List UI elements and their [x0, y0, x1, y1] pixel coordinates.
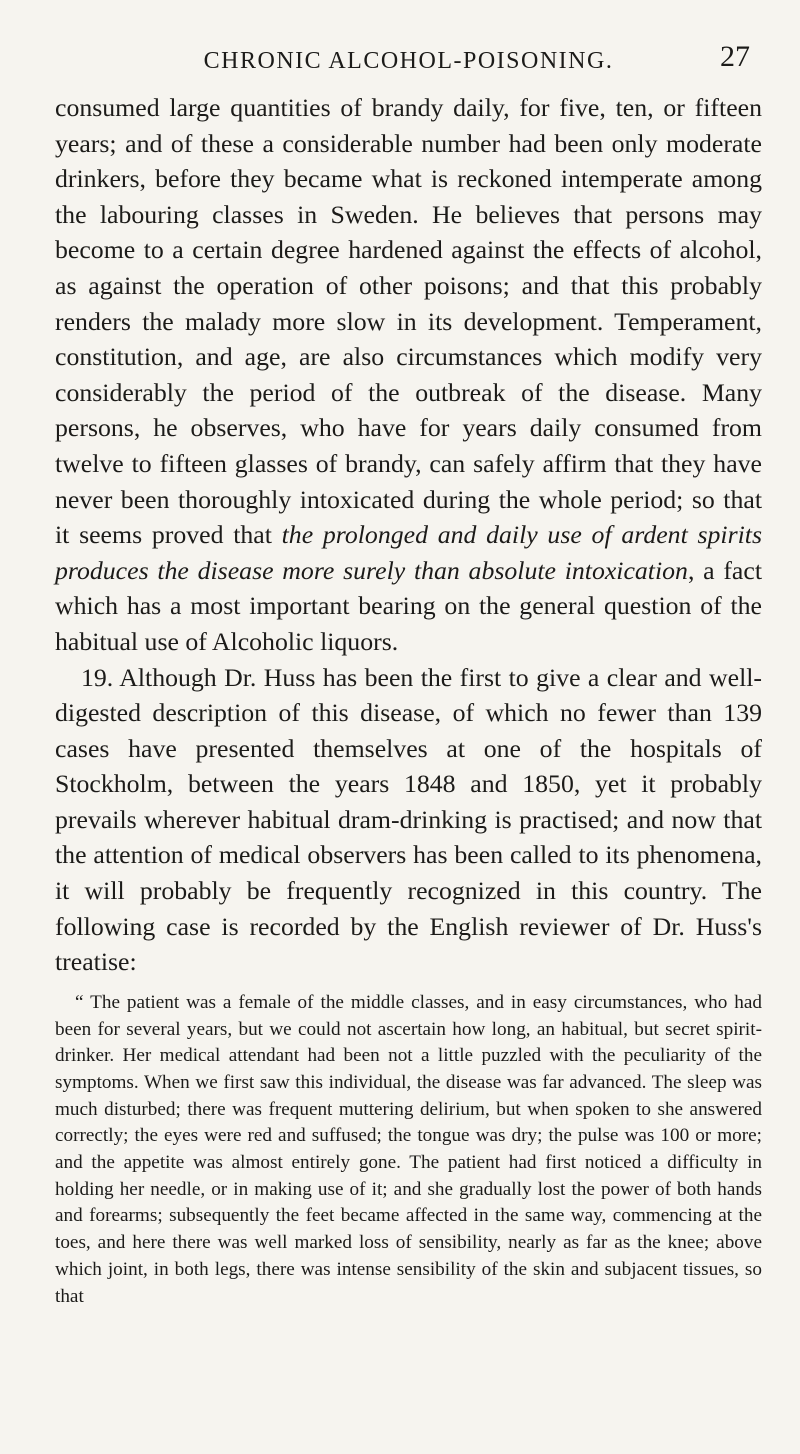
paragraph-text: consumed large quantities of brandy daily, for five, ten, or fifteen years; and of these a considerable number had been only moderate drinkers, before they became what is reckoned intemperate among the labouring classes in Sweden. He believes that persons may become to a certain degree hardened against the effects of alcohol, as against the operation of other poisons; and that this probably renders the malady more slow in its development. Temperament, constitution, and age, are also circumstances which modify very considerably the period of the outbreak of the disease. Many persons, he observes, who have for years daily consumed from twelve to fifteen glasses of brandy, can safely affirm that they have never been thoroughly intoxicated during the whole period; so that it seems proved that: [55, 93, 762, 550]
paragraph-text-end: , a fact which has a most important bearing on the general question of the habitual use of Alcoholic liquors.: [55, 555, 762, 656]
paragraph-continued: [55, 90, 762, 660]
paragraph-19: 19. Although Dr. Huss has been the first to give a clear and well-digested description of this disease, of which no fewer than 139 cases have presented themselves at one of the hospitals of Stockholm, between the years 1848 and 1850, yet it probably prevails wherever habitual dram-drinking is practised; and now that the attention of medical observers has been called to its phenomena, it will probably be frequently recognized in this country. The following case is recorded by the English reviewer of Dr. Huss's treatise:: [55, 662, 762, 977]
running-title: CHRONIC ALCOHOL-POISONING.: [203, 48, 614, 74]
block-quote: [55, 990, 762, 1310]
quote-text: “ The patient was a female of the middle classes, and in easy circumstances, who had been for several years, but we could not ascertain how long, an habitual, but secret spirit-drinker. Her medical attendant had been not a little puzzled with the peculiarity of the symptoms. When we first saw this individual, the disease was far advanced. The sleep was much disturbed; there was frequent muttering delirium, but when spoken to she answered correctly; the eyes were red and suffused; the tongue was dry; the pulse was 100 or more; and the appetite was almost entirely gone. The patient had first noticed a difficulty in holding her needle, or in making use of it; and she gradually lost the power of both hands and forearms; subsequently the feet became affected in the same way, commencing at the toes, and here there was well marked loss of sensibility, nearly as far as the knee; above which joint, in both legs, there was intense sensibility of the skin and subjacent tissues, so that: [55, 991, 762, 1307]
running-header: [55, 40, 762, 90]
italic-emphasis: the prolonged and daily use of ardent spirits produces the disease more surely than absolute intoxication: [55, 520, 762, 585]
body-text: [55, 90, 762, 980]
page-number: 27: [720, 40, 750, 73]
